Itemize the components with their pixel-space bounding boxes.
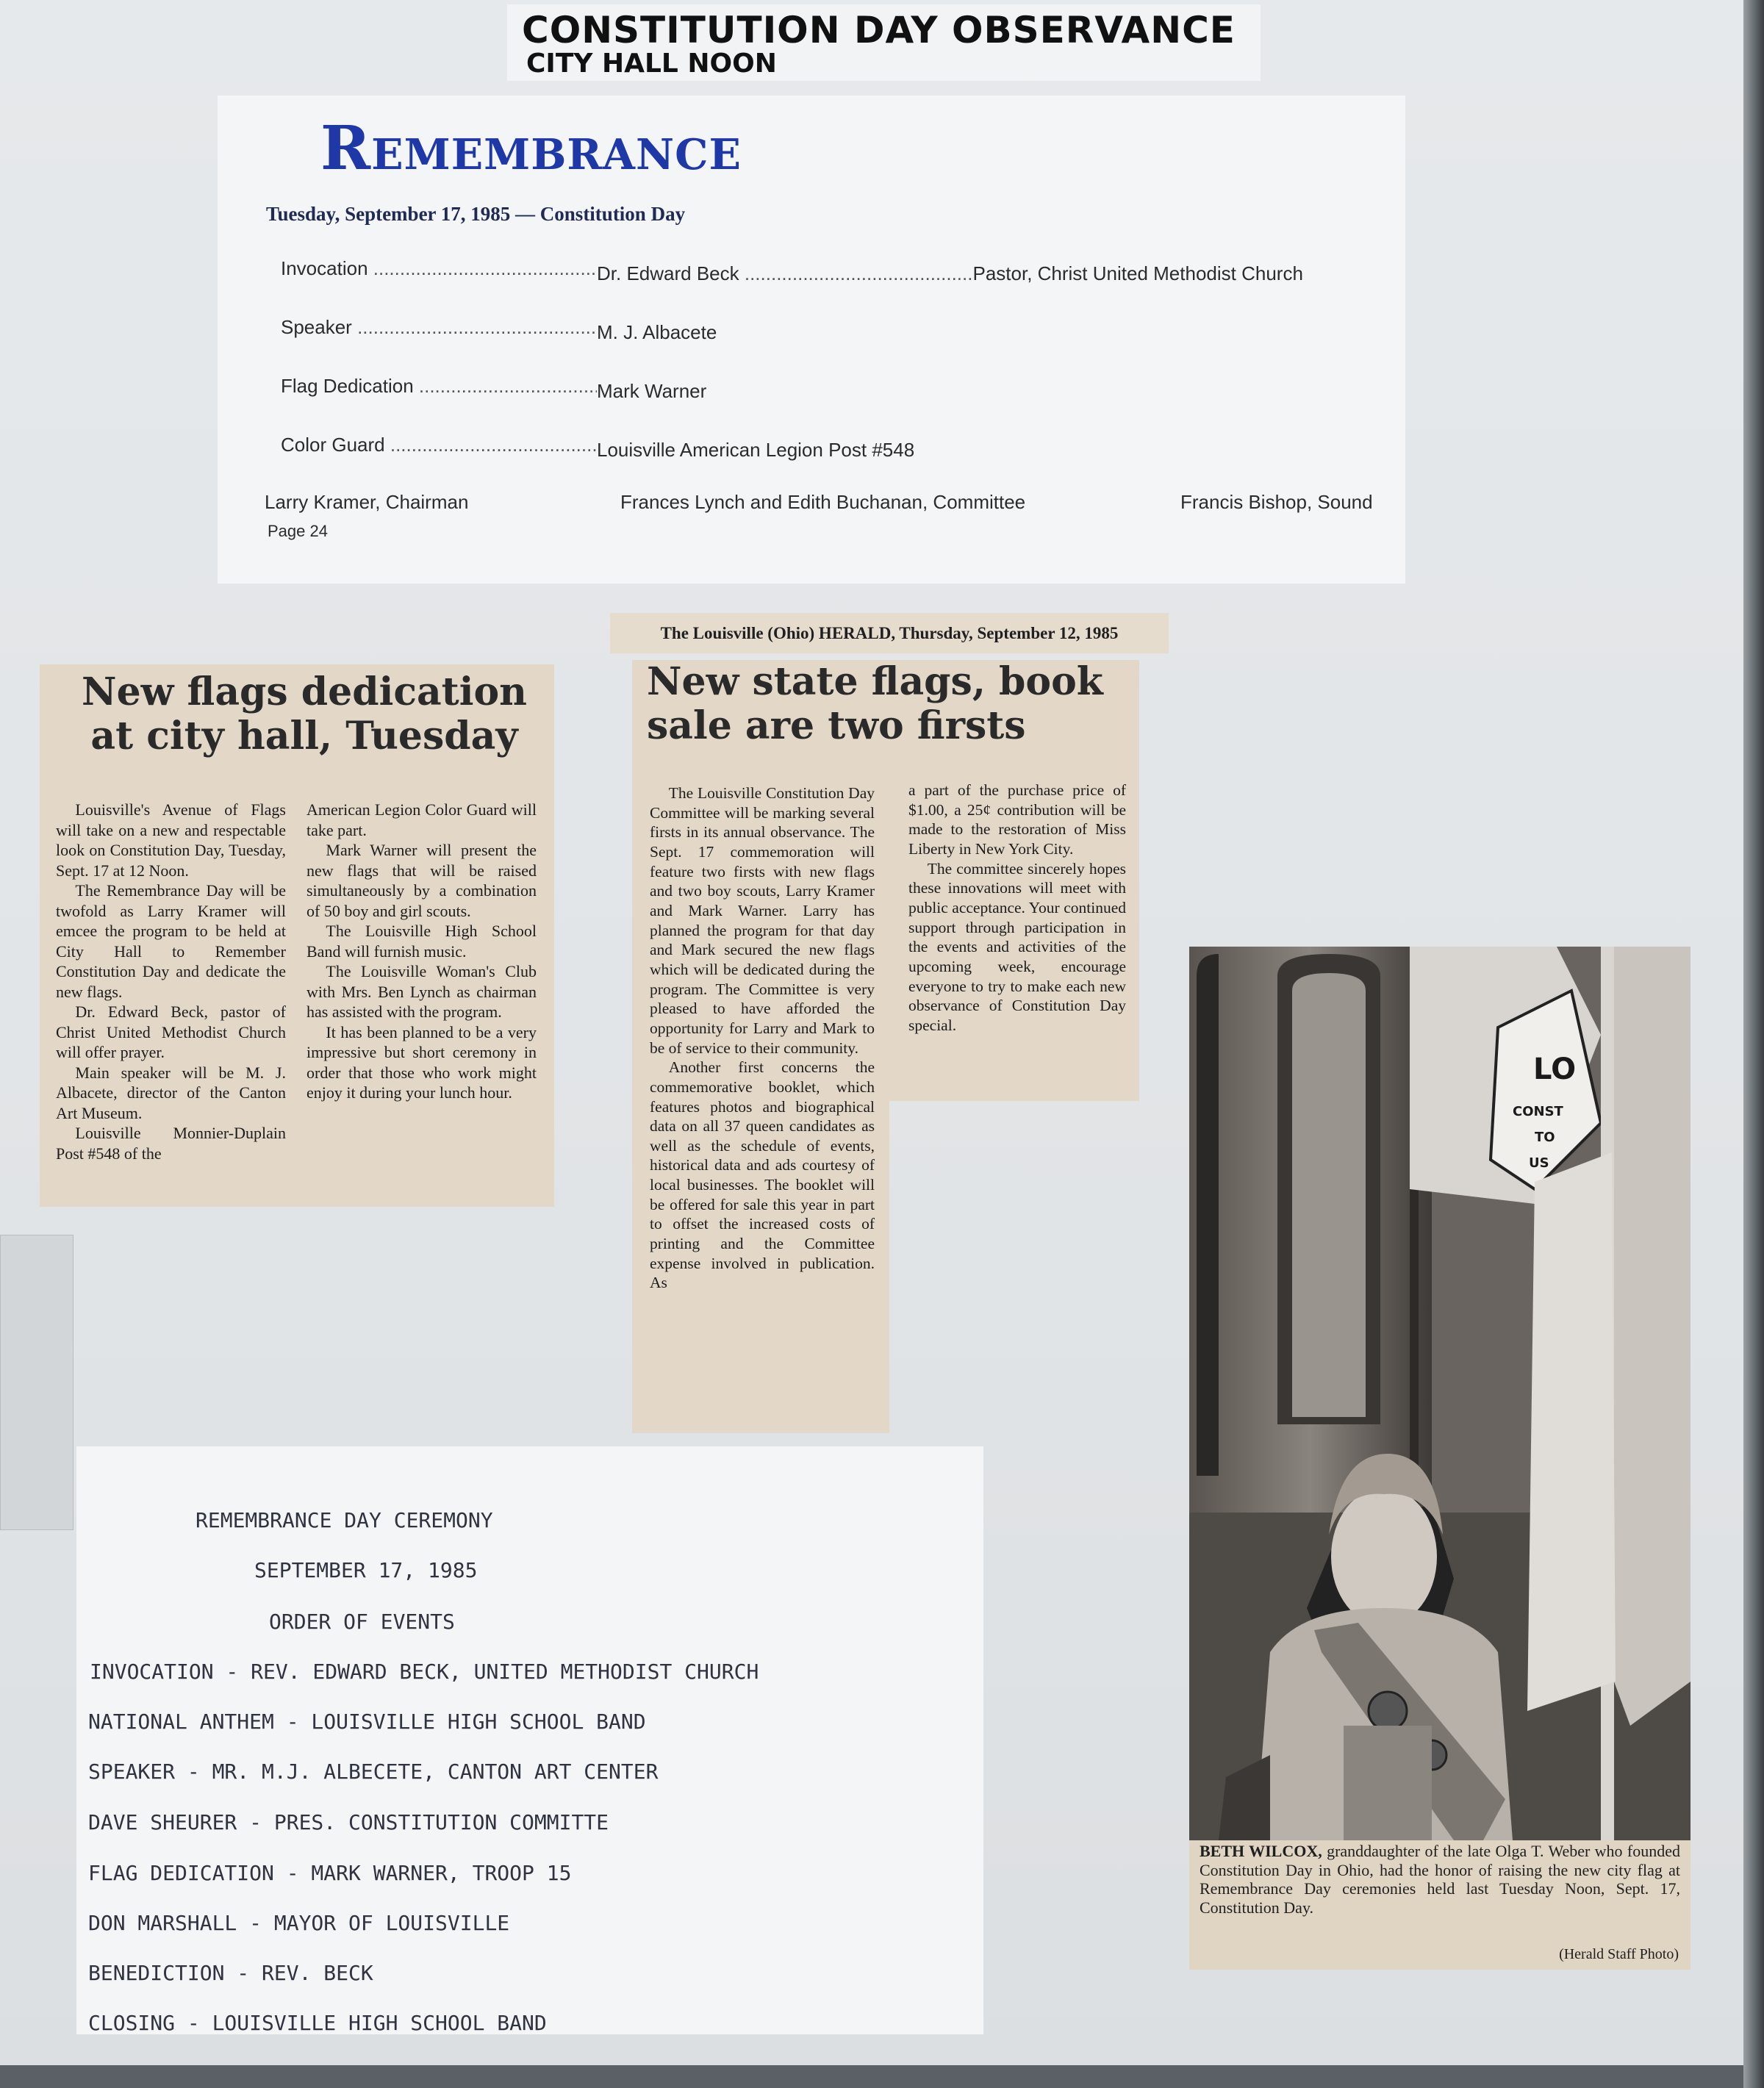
article-column [306,800,537,1163]
event-item: NATIONAL ANTHEM - LOUISVILLE HIGH SCHOOL BAND [88,1709,646,1734]
program-committee: Frances Lynch and Edith Buchanan, Committee [620,491,1026,513]
flag-lettering: US [1529,1155,1549,1171]
event-item: CLOSING - LOUISVILLE HIGH SCHOOL BAND [88,2011,547,2035]
program-role: Invocation ..... [281,257,597,280]
event-item: DAVE SHEURER - PRES. CONSTITUTION COMMITTE [88,1810,609,1834]
sheet-heading: REMEMBRANCE DAY CEREMONY [196,1508,493,1532]
paragraph: The Louisville High School Band will furnish music. [306,922,537,961]
program-person: Louisville American Legion Post #548 [597,439,915,461]
program-row [281,257,1303,285]
article-headline: New flags dedication at city hall, Tuesday [82,670,527,758]
program-chairman: Larry Kramer, Chairman [265,491,469,513]
flag-lettering: CONST [1513,1104,1563,1119]
paragraph: The Louisville Woman's Club with Mrs. Ben Lynch as chairman has assisted with the program. [306,962,537,1021]
remembrance-program [218,96,1405,584]
photo-credit: (Herald Staff Photo) [1559,1946,1679,1962]
header-label [507,4,1261,81]
paragraph: It has been planned to be a very impressive but short ceremony in order that those who work might enjoy it during your lunch hour. [306,1022,537,1102]
program-role: Flag Dedication ..... [281,375,597,398]
photo-caption [1200,1842,1680,1917]
flag-lettering: TO [1535,1130,1555,1145]
page-edge [1743,0,1764,2088]
sheet-date: SEPTEMBER 17, 1985 [254,1558,478,1582]
article-headline: New state flags, book sale are two firsts [647,659,1103,748]
paragraph: The Louisville Constitution Day Committee will be marking several firsts in its annual observance. The Sept. 17 commemoration will feature two firsts with new flags and two boy scouts, Larry Kramer and Mark Warner. Larry has planned the program for that day and Mark secured the new flags which will be dedicated during the program. The Committee is very pleased to have afforded the opportunity for Larry and Mark to be of service to their community. [650,784,875,1057]
caption-text: granddaughter of the late Olga T. Weber who founded Constitution Day in Ohio, had the honor of raising the new city flag at Remembrance Day ceremonies held last Tuesday Noon, Sept. 17, Constitution Day. [1200,1842,1680,1917]
program-row [281,434,914,462]
newspaper-masthead: The Louisville (Ohio) HERALD, Thursday, September 12, 1985 [610,613,1169,653]
paragraph: a part of the purchase price of $1.00, a 25¢ contribution will be made to the restoration of Miss Liberty in New York City. [908,781,1126,858]
program-row [281,316,717,344]
paragraph: Another first concerns the commemorative booklet, which features photos and biographical data on all 37 queen candidates as well as the schedule of events, historical data and ads courtesy of local businesses. The booklet will be offered for sale this year in part to offset the increased costs of printing and the Committee expense involved in publication. As [650,1058,875,1292]
program-page-number: Page 24 [268,522,328,540]
event-item: FLAG DEDICATION - MARK WARNER, TROOP 15 [88,1861,572,1885]
program-sound: Francis Bishop, Sound [1180,491,1373,513]
newspaper-clipping-flags-dedication [40,664,554,1207]
paragraph: Dr. Edward Beck, pastor of Christ United Methodist Church will offer prayer. [56,1002,286,1061]
program-date: Tuesday, September 17, 1985 — Constitution Day [266,203,686,225]
article-column [908,781,1126,1036]
program-role: Color Guard ..... [281,434,597,456]
event-item: DON MARSHALL - MAYOR OF LOUISVILLE [88,1911,510,1935]
photo-clipping [1189,947,1690,1970]
article-column [650,783,875,1293]
paragraph: The committee sincerely hopes these innovations will meet with public acceptance. Your continued support through participation in the events and activities of the upcoming week, encourage everyone to try to make each new observance of Constitution Day special. [908,859,1126,1034]
paragraph: American Legion Color Guard will take part. [306,800,537,839]
paragraph: The Remembrance Day will be twofold as Larry Kramer will emcee the program to be held at City Hall to Remember Constitution Day and dedicate the new flags. [56,881,286,1001]
program-row [281,375,706,403]
caption-name: BETH WILCOX, [1200,1842,1322,1860]
program-person: Dr. Edward Beck ..... [597,262,972,284]
program-person: Mark Warner [597,380,707,402]
program-role: Speaker ..... [281,316,597,339]
newspaper-clipping-state-flags [632,660,1139,1433]
event-item: SPEAKER - MR. M.J. ALBECETE, CANTON ART CENTER [88,1759,659,1784]
article-column [56,800,286,1163]
program-extra: Pastor, Christ United Methodist Church [972,262,1303,284]
article-body [56,800,537,1163]
paragraph: Louisville Monnier-Duplain Post #548 of the [56,1124,286,1163]
header-title: CONSTITUTION DAY OBSERVANCE [522,9,1236,51]
bottom-band [0,2065,1743,2088]
order-of-events-sheet [76,1446,983,2034]
flag-lettering: LO [1533,1052,1577,1086]
event-item: INVOCATION - REV. EDWARD BECK, UNITED METHODIST CHURCH [90,1660,759,1684]
program-title: Remembrance [320,113,742,184]
header-subtitle: CITY HALL NOON [526,49,777,79]
event-item: BENEDICTION - REV. BECK [88,1961,373,1985]
sheet-subheading: ORDER OF EVENTS [269,1610,455,1634]
paragraph: Main speaker will be M. J. Albacete, director of the Canton Art Museum. [56,1063,286,1122]
paragraph: Louisville's Avenue of Flags will take on a new and respectable look on Constitution Day, Tuesday, Sept. 17 at 12 Noon. [56,800,286,880]
paragraph: Mark Warner will present the new flags that will be raised simultaneously by a combination of 50 boy and girl scouts. [306,841,537,920]
binder-tab [0,1235,74,1530]
program-person: M. J. Albacete [597,321,717,343]
girl-with-flag-photo [1189,947,1690,1840]
